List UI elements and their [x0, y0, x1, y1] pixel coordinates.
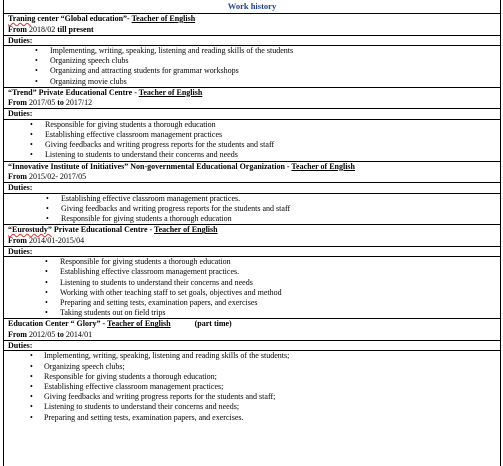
duties-label: Duties:	[4, 341, 500, 352]
period-value: 2015/02- 2017/05	[26, 172, 87, 182]
duties-label: Duties:	[4, 109, 500, 120]
job-position: Teacher of English	[291, 161, 355, 171]
duty-item: • Organizing and attracting students for grammar workshops	[4, 66, 500, 76]
duty-item: • Responsible for giving students a thorough education	[4, 120, 500, 130]
duty-item: • Giving feedbacks and writing progress reports for the students and staff	[4, 204, 500, 214]
job-period	[4, 236, 500, 247]
job-period	[4, 25, 500, 36]
job-position: Teacher of English	[138, 87, 203, 97]
job-entry	[4, 14, 500, 88]
duty-item: • Organizing speech clubs;	[4, 362, 500, 372]
duty-item: • Taking students out on field trips	[4, 308, 500, 318]
duty-item: • Establishing effective classroom management practices	[4, 130, 500, 140]
job-header	[4, 162, 500, 173]
period-value: 2018/02	[26, 24, 58, 34]
job-entry	[4, 162, 500, 226]
duties-list	[4, 194, 500, 226]
job-header	[4, 319, 500, 330]
job-period	[4, 98, 500, 109]
period-end: 2014/01	[63, 329, 93, 339]
org-name: “Trend” Private Educational Centre -	[8, 87, 139, 97]
org-name: Private Educational Centre -	[51, 225, 155, 235]
duty-item: • Preparing and setting tests, examination papers, and exercises.	[4, 413, 500, 423]
period-start: 2017/05	[26, 98, 58, 108]
org-name-prefix: Traning	[8, 14, 36, 23]
work-history-page	[3, 0, 501, 466]
duty-item: • Listening to students to understand their concerns and needs	[4, 150, 500, 160]
duty-item: • Giving feedbacks and writing progress reports for the students and staff	[4, 140, 500, 150]
duty-item: • Establishing effective classroom management practices;	[4, 382, 500, 392]
job-position: Teacher of English	[154, 225, 218, 235]
job-entry	[4, 225, 500, 319]
job-position: Teacher of English	[107, 319, 171, 329]
duties-label: Duties:	[4, 247, 500, 258]
duty-item: • Establishing effective classroom management practices.	[4, 267, 500, 277]
to-label: to	[57, 98, 64, 108]
job-entry	[4, 88, 500, 162]
duties-list	[4, 351, 500, 422]
duty-item: • Responsible for giving students a thorough education	[4, 214, 500, 224]
section-title: Work history	[4, 0, 500, 14]
period-value: 2014/01-2015/04	[26, 235, 85, 245]
duty-item: • Listening to students to understand their concerns and needs	[4, 278, 500, 288]
from-label: From	[8, 98, 27, 108]
org-name-prefix: “Eurostudy”	[8, 225, 52, 235]
duty-item: • Giving feedbacks and writing progress reports for the students and staff;	[4, 392, 500, 402]
duties-label: Duties:	[4, 36, 500, 47]
job-note: (part time)	[194, 319, 232, 329]
duties-label: Duties:	[4, 183, 500, 194]
duty-item: • Organizing speech clubs	[4, 56, 500, 66]
duty-item: • Establishing effective classroom management practices.	[4, 194, 500, 204]
job-position: Teacher of English	[131, 14, 196, 23]
job-header	[4, 225, 500, 236]
period-suffix: till present	[57, 24, 94, 34]
duties-list	[4, 46, 500, 88]
period-end: 2017/12	[63, 98, 93, 108]
from-label: From	[8, 235, 27, 245]
job-header	[4, 88, 500, 99]
duty-item: • Implementing, writing, speaking, listening and reading skills of the students	[4, 46, 500, 56]
duty-item: • Organizing movie clubs	[4, 77, 500, 87]
period-start: 2012/05	[26, 329, 58, 339]
from-label: From	[8, 172, 27, 182]
duty-item: • Listening to students to understand their concerns and needs;	[4, 402, 500, 412]
duty-item: • Implementing, writing, speaking, listening and reading skills of the students;	[4, 351, 500, 361]
from-label: From	[8, 329, 27, 339]
from-label: From	[8, 24, 27, 34]
job-period	[4, 172, 500, 183]
org-name: Education Center “ Glory” -	[8, 319, 108, 329]
duties-list	[4, 120, 500, 162]
org-name: “Innovative Institute of Initiatives” Non-governmental Educational Organization -	[8, 161, 292, 171]
job-entry	[4, 319, 500, 422]
duty-item: • Working with other teaching staff to set goals, objectives and method	[4, 288, 500, 298]
duties-list	[4, 257, 500, 319]
duty-item: • Responsible for giving students a thorough education	[4, 257, 500, 267]
job-period	[4, 330, 500, 341]
job-header	[4, 14, 500, 25]
org-name: center “Global education”-	[35, 14, 132, 23]
to-label: to	[57, 329, 64, 339]
duty-item: • Responsible for giving students a thorough education;	[4, 372, 500, 382]
duty-item: • Preparing and setting tests, examination papers, and exercises	[4, 298, 500, 308]
